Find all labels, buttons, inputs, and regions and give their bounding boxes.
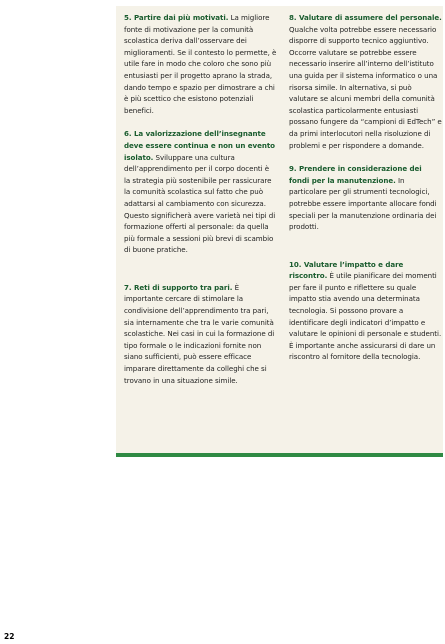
paragraph-5 <box>124 12 277 116</box>
paragraph-5-title: 5. Partire dai più motivati. <box>124 13 229 22</box>
paragraph-7-title: 7. Reti di supporto tra pari. <box>124 282 233 292</box>
paragraph-8 <box>289 12 442 151</box>
paragraph-8-body: Qualche volta potrebbe essere necessario disporre di supporto tecnico aggiuntivo. Occorre valutare se potrebbe essere necessario inserire all’interno dell’istituto una guida per il sistema informatico o una risorsa simile. In alternativa, si può valutare se alcuni membri della comunità scolastica particolarmente entusiasti possano fungere da “campioni di EdTech” e da primi interlocutori nella risoluzione di problemi e per rispondere a domande. <box>289 24 442 150</box>
paragraph-10 <box>289 259 442 363</box>
page-number: 22 <box>4 632 15 641</box>
paragraph-6 <box>124 128 277 256</box>
paragraph-8-title: 8. Valutare di assumere del personale. <box>289 13 442 22</box>
paragraph-9 <box>289 163 442 233</box>
right-column <box>289 12 442 363</box>
paragraph-7 <box>124 282 277 386</box>
left-column <box>124 12 277 386</box>
paragraph-10-title: 10. Valutare l’impatto e dare riscontro. <box>289 259 404 281</box>
paragraph-5-body: La migliore fonte di motivazione per la comunità scolastica deriva dall’osservare dei miglioramenti. Se il contesto lo permette, è utile fare in modo che coloro che sono più entusiasti per il progetto aprano la strada, dando tempo e spazio per dimostrare a chi è più scettico che esistono potenziali benefici. <box>124 13 277 115</box>
paragraph-6-title: 6. La valorizzazione dell’insegnante deve essere continua e non un evento isolato. <box>124 129 276 162</box>
paragraph-7-body: È importante cercare di stimolare la condivisione dell’apprendimento tra pari, sia internamente che tra le varie comunità scolastiche. Nei casi in cui la formazione di tipo formale o le indicazioni fornite non siano sufficienti, può essere efficace imparare direttamente da colleghi che si trovano in una situazione simile. <box>124 282 275 385</box>
paragraph-9-title: 9. Prendere in considerazione dei fondi per la manutenzione. <box>289 164 422 185</box>
paragraph-6-body: Sviluppare una cultura dell’apprendimento per il corpo docenti è la strategia più sostenibile per rassicurare la comunità scolastica sul fatto che può adattarsi al cambiamento con sicurezza. Questo significherà avere varietà nei tipi di formazione offerti al personale: da quella più formale a sessioni più brevi di scambio di buone pratiche. <box>124 152 276 255</box>
paragraph-10-body: È utile pianificare dei momenti per fare il punto e riflettere su quale impatto stia avendo una determinata tecnologia. Si possono provare a identificare degli indicatori d’impatto e valutare le opinioni di personale e studenti. È importante anche assicurarsi di dare un riscontro al fornitore della tecnologia. <box>289 271 442 362</box>
paragraph-9-body: In particolare per gli strumenti tecnologici, potrebbe essere importante allocare fondi speciali per la manutenzione ordinaria dei prodotti. <box>289 175 437 232</box>
green-divider <box>116 453 443 457</box>
